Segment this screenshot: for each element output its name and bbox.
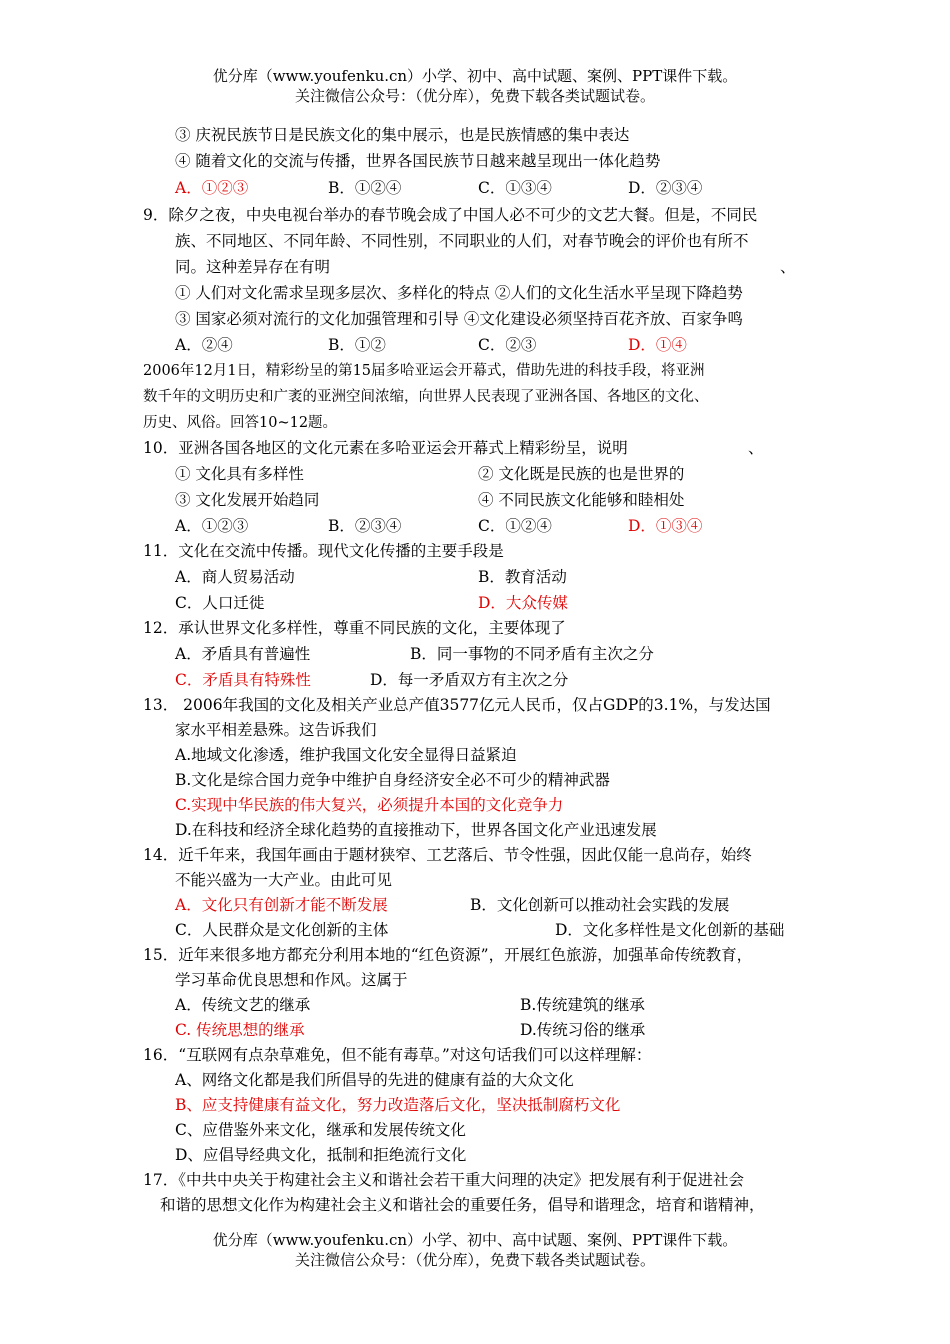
q16-stem: 16．“互联网有点杂草难免，但不能有毒草。”对这句话我们可以这样理解：	[143, 1046, 652, 1064]
q10-option-b: B．②③④	[328, 517, 402, 535]
header-line-2: 关注微信公众号：（优分库），免费下载各类试题试卷。	[294, 87, 655, 105]
q16-option-c: C、应借鉴外来文化，继承和发展传统文化	[175, 1121, 466, 1139]
q8-option-c: C．①③④	[478, 179, 552, 197]
q10-statement-2: ② 文化既是民族的也是世界的	[478, 465, 685, 483]
material-line-2: 数千年的文明历史和广袤的亚洲空间浓缩，向世界人民表现了亚洲各国、各地区的文化、	[143, 389, 709, 405]
q13-option-a: A.地域文化渗透，维护我国文化安全显得日益紧迫	[175, 746, 517, 764]
q15-stem-line-1: 15．近年来很多地方都充分利用本地的“红色资源”，开展红色旅游，加强革命传统教育，	[143, 946, 753, 964]
q12-option-c: C．矛盾具有特殊性	[175, 671, 311, 689]
q10-stem: 10．亚洲各国各地区的文化元素在多哈亚运会开幕式上精彩纷呈，说明	[143, 439, 628, 457]
q15-option-c: C. 传统思想的继承	[175, 1021, 305, 1039]
q9-option-a: A．②④	[175, 336, 233, 354]
q12-option-b: B．同一事物的不同矛盾有主次之分	[410, 645, 654, 663]
q17-stem-line-1: 17．《中共中央关于构建社会主义和谐社会若干重大问理的决定》把发展有利于促进社会	[143, 1171, 744, 1189]
header-line-1: 优分库（www.youfenku.cn）小学、初中、高中试题、案例、PPT课件下载。	[212, 67, 738, 85]
q9-statement-1: ① 人们对文化需求呈现多层次、多样化的特点 ②人们的文化生活水平呈现下降趋势	[175, 284, 743, 302]
footer-line-2: 关注微信公众号：（优分库），免费下载各类试题试卷。	[294, 1251, 655, 1269]
q9-option-d: D．①④	[628, 336, 687, 354]
q16-option-d: D、应倡导经典文化，抵制和拒绝流行文化	[175, 1146, 467, 1164]
q9-stem-line-2: 族、不同地区、不同年龄、不同性别，不同职业的人们，对春节晚会的评价也有所不	[175, 232, 749, 250]
q9-option-c: C．②③	[478, 336, 537, 354]
q14-stem-line-2: 不能兴盛为一大产业。由此可见	[175, 871, 393, 889]
q8-option-d: D．②③④	[628, 179, 703, 197]
q9-option-b: B．①②	[328, 336, 386, 354]
q9-stem-line-1: 9．除夕之夜，中央电视台举办的春节晚会成了中国人必不可少的文艺大餐。但是，不同民	[143, 206, 758, 224]
q12-option-d: D．每一矛盾双方有主次之分	[370, 671, 569, 689]
q14-option-a: A．文化只有创新才能不断发展	[175, 896, 388, 914]
q17-stem-line-2: 和谐的思想文化作为构建社会主义和谐社会的重要任务，倡导和谐理念，培育和谐精神，	[160, 1196, 765, 1214]
q15-option-a: A．传统文艺的继承	[175, 996, 311, 1014]
q15-stem-line-2: 学习革命优良思想和作风。这属于	[175, 971, 408, 989]
q11-option-d: D．大众传媒	[478, 594, 568, 612]
q14-stem-line-1: 14．近千年来，我国年画由于题材狭窄、工艺落后、节令性强，因此仅能一息尚存，始终	[143, 846, 752, 864]
q14-option-d: D．文化多样性是文化创新的基础	[555, 921, 785, 939]
material-line-1: 2006年12月1日，精彩纷呈的第15届多哈亚运会开幕式，借助先进的科技手段，将亚洲	[143, 363, 705, 379]
q9-mark: 、	[780, 258, 796, 276]
q14-option-c: C．人民群众是文化创新的主体	[175, 921, 389, 939]
q15-option-d: D.传统习俗的继承	[520, 1021, 646, 1039]
q13-stem-line-2: 家水平相差悬殊。这告诉我们	[175, 721, 377, 739]
q8-option-a: A．①②③	[175, 179, 249, 197]
q14-option-b: B．文化创新可以推动社会实践的发展	[470, 896, 730, 914]
q11-stem: 11．文化在交流中传播。现代文化传播的主要手段是	[143, 542, 504, 560]
q13-option-c: C.实现中华民族的伟大复兴，必须提升本国的文化竞争力	[175, 796, 564, 814]
q11-option-b: B．教育活动	[478, 568, 567, 586]
q11-option-c: C．人口迁徙	[175, 594, 265, 612]
q16-option-a: A、网络文化都是我们所倡导的先进的健康有益的大众文化	[175, 1071, 574, 1089]
q16-option-b: B、应支持健康有益文化，努力改造落后文化，坚决抵制腐朽文化	[175, 1096, 621, 1114]
q10-option-c: C．①②④	[478, 517, 552, 535]
q13-option-d: D.在科技和经济全球化趋势的直接推动下，世界各国文化产业迅速发展	[175, 821, 657, 839]
q10-statement-4: ④ 不同民族文化能够和睦相处	[478, 491, 685, 509]
q12-stem: 12．承认世界文化多样性，尊重不同民族的文化，主要体现了	[143, 619, 566, 637]
q10-statement-3: ③ 文化发展开始趋同	[175, 491, 320, 509]
q10-option-a: A．①②③	[175, 517, 249, 535]
q8-option-b: B．①②④	[328, 179, 402, 197]
q10-mark: 、	[748, 439, 764, 457]
material-line-3: 历史、风俗。回答10~12题。	[143, 415, 338, 431]
q13-stem-line-1: 13． 2006年我国的文化及相关产业总产值3577亿元人民币，仅占GDP的3.1%，与发达国	[143, 696, 771, 714]
q13-option-b: B.文化是综合国力竞争中维护自身经济安全必不可少的精神武器	[175, 771, 610, 789]
q9-statement-2: ③ 国家必须对流行的文化加强管理和引导 ④文化建设必须坚持百花齐放、百家争鸣	[175, 310, 743, 328]
q15-option-b: B.传统建筑的继承	[520, 996, 645, 1014]
q10-option-d: D．①③④	[628, 517, 703, 535]
q8-statement-4: ④ 随着文化的交流与传播，世界各国民族节日越来越呈现出一体化趋势	[175, 152, 661, 170]
q10-statement-1: ① 文化具有多样性	[175, 465, 304, 483]
q11-option-a: A．商人贸易活动	[175, 568, 295, 586]
q8-statement-3: ③ 庆祝民族节日是民族文化的集中展示，也是民族情感的集中表达	[175, 126, 630, 144]
q12-option-a: A．矛盾具有普遍性	[175, 645, 311, 663]
q9-stem-line-3: 同。这种差异存在有明	[175, 258, 331, 276]
footer-line-1: 优分库（www.youfenku.cn）小学、初中、高中试题、案例、PPT课件下载。	[212, 1231, 738, 1249]
